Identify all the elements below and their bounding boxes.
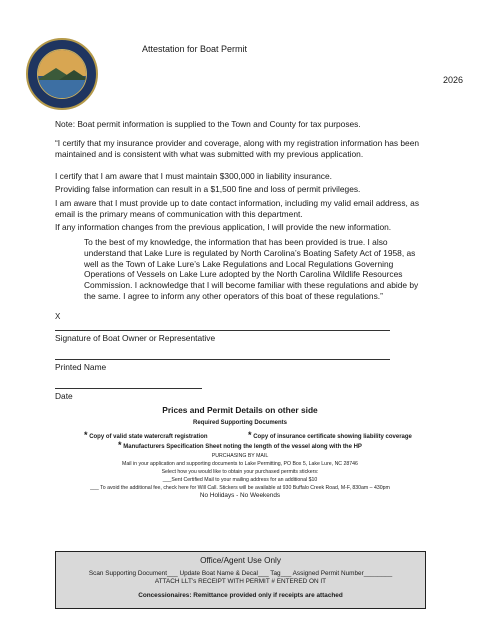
required-doc-registration: * Copy of valid state watercraft registration: [84, 430, 208, 440]
office-scan-line: Scan Supporting Document___ Update Boat Name & Decal___ Tag___ Assigned Permit Number________: [88, 570, 393, 577]
printed-name-line[interactable]: [55, 359, 390, 360]
paragraph-contact: I am aware that I must provide up to date contact information, including my valid email address, as email is the primary means of communication with this department.: [55, 198, 420, 219]
signature-label: Signature of Boat Owner or Representative: [55, 333, 216, 343]
mail-address-line: Mail in your application and supporting documents to Lake Permitting, PO Box 5, Lake Lure, NC 28746: [122, 461, 358, 467]
town-seal-logo: [26, 38, 98, 110]
mail-heading: PURCHASING BY MAIL: [211, 453, 269, 459]
office-use-box: [55, 551, 426, 609]
signature-x-mark: X: [55, 312, 61, 321]
required-doc-insurance: * Copy of insurance certificate showing liability coverage: [248, 430, 412, 440]
page-title: Attestation for Boat Permit: [142, 44, 248, 54]
office-concession-line: Concessionaires: Remittance provided only if receipts are attached: [138, 592, 343, 599]
tax-note: Note: Boat permit information is supplied to the Town and County for tax purposes.: [55, 119, 361, 129]
printed-name-label: Printed Name: [55, 362, 107, 372]
required-doc-spec-sheet: * Manufacturers Specification Sheet noting the length of the vessel along with the HP: [118, 440, 362, 450]
prices-heading: Prices and Permit Details on other side: [162, 405, 318, 415]
mail-certified-option[interactable]: ___Sent Certified Mail to your mailing address for an additional $10: [162, 477, 318, 483]
seal-landscape-icon: [37, 49, 87, 99]
bullet-star-icon: *: [248, 430, 252, 440]
certification-paragraph: To the best of my knowledge, the information that has been provided is true. I also understand that Lake Lure is regulated by North Carolina’s Boating Safety Act of 1958, as well as the Town of Lake Lure’s Lake Regulations and Local Regulations Governing Operations of Vessels on Lake Lure adopted by the North Carolina Wildlife Resources Commission. I acknowledge that I will become familiar with these regulations and abide by the same. I agree to inform any other operators of this boat of these regulations.”: [84, 237, 419, 301]
paragraph-insurance: “I certify that my insurance provider and coverage, along with my registration information has been maintained and is consistent with what was submitted with my previous application.: [55, 138, 420, 159]
bullet-star-icon: *: [118, 440, 122, 450]
mail-no-holidays: No Holidays - No Weekends: [199, 492, 281, 499]
paragraph-liability: I certify that I am aware that I must maintain $300,000 in liability insurance.: [55, 171, 332, 181]
required-docs-heading: Required Supporting Documents: [192, 420, 287, 426]
paragraph-fine: Providing false information can result in a $1,500 fine and loss of permit privileges.: [55, 184, 361, 194]
bullet-star-icon: *: [84, 430, 88, 440]
office-heading: Office/Agent Use Only: [200, 556, 281, 565]
date-line[interactable]: [55, 388, 202, 389]
mail-select-line: Select how you would like to obtain your purchased permits stickers:: [161, 469, 319, 475]
signature-line[interactable]: [55, 330, 390, 331]
date-label: Date: [55, 391, 73, 401]
mail-will-call-option[interactable]: ___ To avoid the additional fee, check here for Will Call. Stickers will be available at 930 Buffalo Creek Road, M-F, 830am – 430pm: [90, 485, 390, 491]
permit-year: 2026: [443, 75, 464, 85]
paragraph-changes: If any information changes from the previous application, I will provide the new information.: [55, 222, 392, 232]
office-attach-line: ATTACH LLT’s RECEIPT WITH PERMIT # ENTERED ON IT: [154, 578, 327, 585]
